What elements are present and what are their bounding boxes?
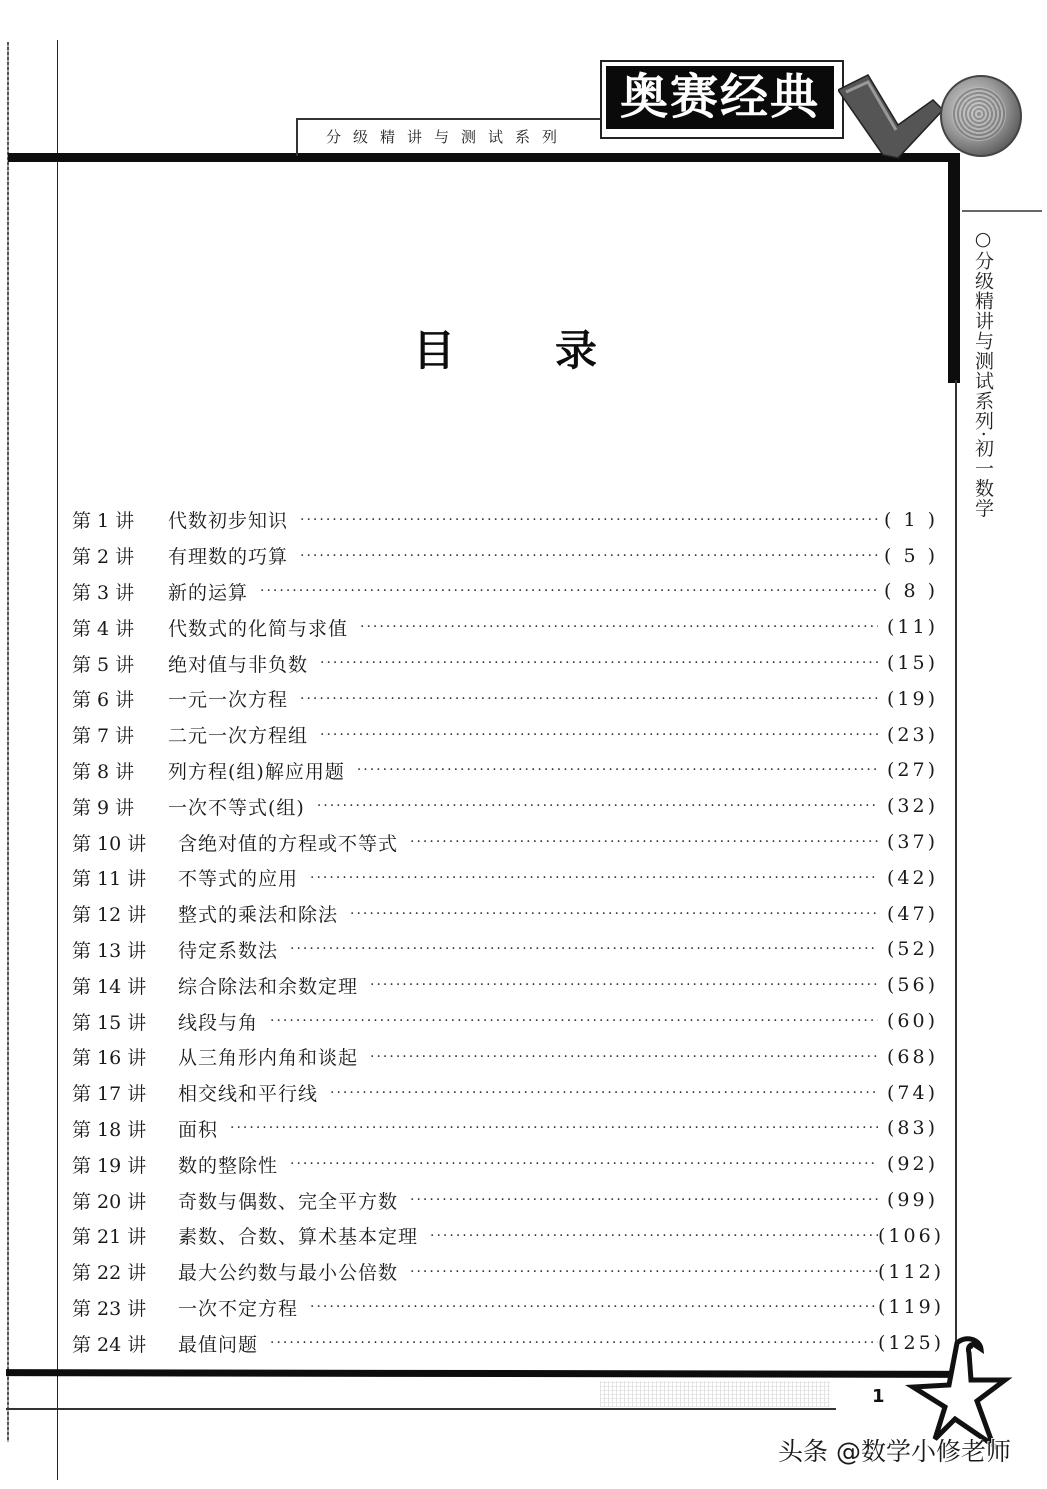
- page-number: 1: [872, 1386, 885, 1407]
- toc-entry[interactable]: [72, 502, 938, 538]
- lecture-title: 综合除法和余数定理: [178, 975, 359, 998]
- dot-leader: [330, 1085, 878, 1101]
- page-title-char-1: 目: [413, 326, 456, 375]
- dot-leader: [320, 655, 878, 671]
- toc-entry[interactable]: [72, 1254, 945, 1290]
- frame-outer-dotted-line: [7, 42, 9, 1442]
- side-header-rule: [962, 210, 1042, 212]
- toc-entry[interactable]: [72, 609, 938, 645]
- lecture-title: 绝对值与非负数: [168, 653, 309, 676]
- dot-leader: [410, 1192, 878, 1208]
- frame-right-thin-line: [955, 380, 957, 1380]
- page-title-char-2: 录: [555, 326, 598, 375]
- toc-entry[interactable]: [72, 574, 938, 610]
- lecture-number: 第 18 讲: [72, 1118, 147, 1141]
- lecture-title: 数的整除性: [178, 1154, 279, 1177]
- page-ref: (42): [886, 866, 938, 889]
- page-title: [413, 318, 597, 378]
- page-ref: ( 1 ): [884, 508, 938, 531]
- page-ref: (112): [878, 1260, 945, 1283]
- page-ref: (47): [886, 902, 938, 925]
- toc-entry[interactable]: [72, 788, 938, 824]
- lecture-number: 第 13 讲: [72, 939, 147, 962]
- toc-entry[interactable]: [72, 1146, 938, 1182]
- frame-bottom-thick-rule: [6, 1369, 966, 1378]
- page-ref: ( 8 ): [884, 580, 938, 603]
- lecture-title: 一次不定方程: [178, 1297, 299, 1320]
- toc-entry[interactable]: [72, 860, 938, 896]
- page-ref: (106): [878, 1224, 945, 1247]
- lecture-title: 线段与角: [178, 1011, 259, 1034]
- page-ref: (56): [886, 974, 938, 997]
- lecture-number: 第 24 讲: [72, 1333, 147, 1356]
- lecture-number: 第 15 讲: [72, 1011, 147, 1034]
- footer-dotted-pattern: [600, 1381, 830, 1407]
- dot-leader: [370, 1049, 878, 1065]
- lecture-number: 第 1 讲: [72, 510, 135, 533]
- toc-entry[interactable]: [72, 681, 938, 717]
- toc-entry[interactable]: [72, 1218, 945, 1254]
- toc-entry[interactable]: [72, 1290, 945, 1326]
- toc-entry[interactable]: [72, 1111, 938, 1147]
- toc-entry[interactable]: [72, 753, 938, 789]
- frame-right-thick-bar: [948, 153, 960, 383]
- page-ref: ( 5 ): [884, 544, 938, 567]
- lecture-number: 第 5 讲: [72, 653, 135, 676]
- dot-leader: [230, 1120, 878, 1136]
- lecture-number: 第 7 讲: [72, 725, 135, 748]
- lecture-title: 一次不等式(组): [168, 796, 305, 819]
- medal-ribbon-icon: [838, 70, 948, 160]
- dot-leader: [317, 798, 878, 814]
- page-ref: (92): [886, 1153, 938, 1176]
- table-of-contents: [72, 502, 945, 1361]
- lecture-number: 第 17 讲: [72, 1083, 147, 1106]
- lecture-number: 第 3 讲: [72, 581, 135, 604]
- frame-bottom-thin-rule: [6, 1408, 836, 1410]
- side-series-caption: ○分级精讲与测试系列·初一数学: [972, 228, 994, 519]
- page-ref: (74): [886, 1081, 938, 1104]
- lecture-title: 最大公约数与最小公倍数: [178, 1262, 399, 1285]
- lecture-number: 第 14 讲: [72, 975, 147, 998]
- page-ref: (52): [886, 938, 938, 961]
- series-label: 分级精讲与测试系列: [326, 128, 570, 146]
- lecture-number: 第 12 讲: [72, 904, 147, 927]
- lecture-number: 第 8 讲: [72, 760, 135, 783]
- toc-entry[interactable]: [72, 1039, 938, 1075]
- dot-leader: [320, 727, 878, 743]
- page-ref: (19): [886, 687, 938, 710]
- dot-leader: [290, 1156, 878, 1172]
- medal-emblem-icon: [952, 87, 1006, 141]
- lecture-title: 有理数的巧算: [168, 546, 289, 569]
- lecture-number: 第 20 讲: [72, 1190, 147, 1213]
- page-ref: (119): [878, 1296, 945, 1319]
- page-ref: (68): [886, 1045, 938, 1068]
- page-ref: (60): [886, 1010, 938, 1033]
- lecture-title: 从三角形内角和谈起: [178, 1047, 359, 1070]
- page-ref: (23): [886, 723, 938, 746]
- dot-leader: [410, 834, 878, 850]
- lecture-number: 第 9 讲: [72, 796, 135, 819]
- dot-leader: [350, 906, 878, 922]
- page-ref: (83): [886, 1117, 938, 1140]
- toc-entry[interactable]: [72, 932, 938, 968]
- dot-leader: [300, 512, 878, 528]
- lecture-title: 奇数与偶数、完全平方数: [178, 1190, 399, 1213]
- lecture-title: 新的运算: [168, 581, 249, 604]
- dot-leader: [300, 691, 878, 707]
- lecture-title: 代数初步知识: [168, 510, 289, 533]
- page-ref: (125): [878, 1332, 945, 1355]
- toc-entry[interactable]: [72, 1003, 938, 1039]
- lecture-title: 相交线和平行线: [178, 1083, 319, 1106]
- toc-entry[interactable]: [72, 896, 938, 932]
- toc-entry[interactable]: [72, 538, 938, 574]
- lecture-title: 一元一次方程: [168, 689, 289, 712]
- lecture-title: 最值问题: [178, 1333, 259, 1356]
- dot-leader: [410, 1264, 878, 1280]
- toc-entry[interactable]: [72, 1075, 938, 1111]
- page-ref: (11): [886, 616, 938, 639]
- brand-title: 奥赛经典: [606, 66, 834, 129]
- lecture-number: 第 23 讲: [72, 1297, 147, 1320]
- toc-entry[interactable]: [72, 645, 938, 681]
- lecture-number: 第 2 讲: [72, 546, 135, 569]
- dot-leader: [300, 548, 878, 564]
- toc-entry[interactable]: [72, 717, 938, 753]
- lecture-title: 二元一次方程组: [168, 725, 309, 748]
- dot-leader: [357, 762, 878, 778]
- toc-entry[interactable]: [72, 1182, 938, 1218]
- page-ref: (99): [886, 1189, 938, 1212]
- dot-leader: [310, 870, 878, 886]
- watermark: 头条 @数学小修老师: [778, 1437, 1011, 1466]
- page-ref: (37): [886, 831, 938, 854]
- toc-entry[interactable]: [72, 824, 938, 860]
- lecture-title: 不等式的应用: [178, 868, 299, 891]
- dot-leader: [360, 619, 878, 635]
- lecture-title: 素数、合数、算术基本定理: [178, 1226, 419, 1249]
- lecture-number: 第 10 讲: [72, 832, 147, 855]
- frame-inner-vertical-line: [57, 40, 58, 1480]
- dot-leader: [430, 1228, 878, 1244]
- lecture-number: 第 4 讲: [72, 617, 135, 640]
- lecture-title: 待定系数法: [178, 939, 279, 962]
- lecture-number: 第 19 讲: [72, 1154, 147, 1177]
- dot-leader: [260, 583, 878, 599]
- page-ref: (27): [886, 759, 938, 782]
- lecture-number: 第 11 讲: [72, 868, 147, 891]
- lecture-title: 列方程(组)解应用题: [168, 760, 345, 783]
- dot-leader: [270, 1013, 878, 1029]
- dot-leader: [290, 941, 878, 957]
- lecture-title: 代数式的化简与求值: [168, 617, 349, 640]
- lecture-number: 第 21 讲: [72, 1226, 147, 1249]
- toc-entry[interactable]: [72, 967, 938, 1003]
- lecture-number: 第 6 讲: [72, 689, 135, 712]
- page-ref: (15): [886, 652, 938, 675]
- lecture-title: 面积: [178, 1118, 219, 1141]
- lecture-number: 第 16 讲: [72, 1047, 147, 1070]
- toc-entry[interactable]: [72, 1325, 945, 1361]
- dot-leader: [270, 1335, 878, 1351]
- lecture-title: 整式的乘法和除法: [178, 904, 339, 927]
- dot-leader: [370, 977, 878, 993]
- lecture-title: 含绝对值的方程或不等式: [178, 832, 399, 855]
- lecture-number: 第 22 讲: [72, 1262, 147, 1285]
- page-ref: (32): [886, 795, 938, 818]
- dot-leader: [310, 1299, 878, 1315]
